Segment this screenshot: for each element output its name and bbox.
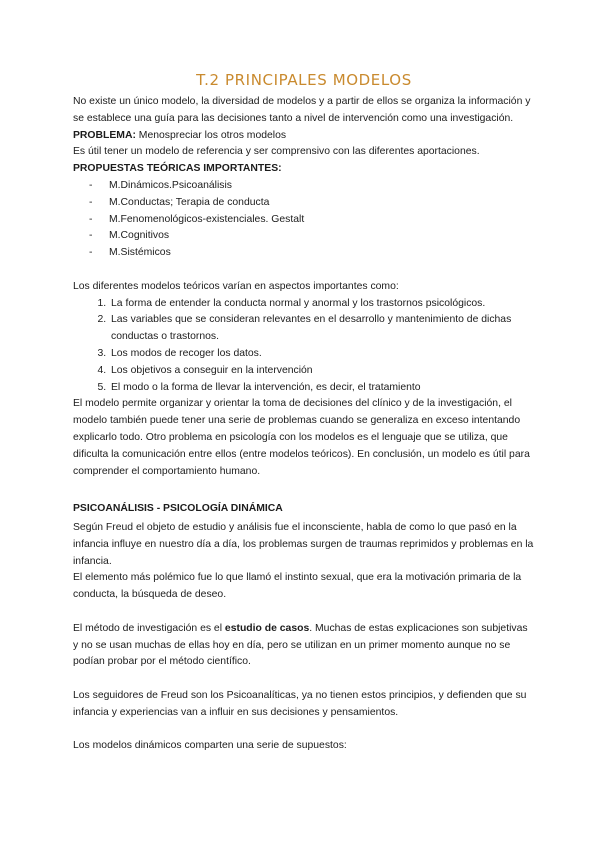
method-prefix: El método de investigación es el — [73, 622, 225, 634]
section-heading: PSICOANÁLISIS - PSICOLOGÍA DINÁMICA — [73, 503, 283, 515]
proposal-item: - M.Conductas; Terapia de conducta — [89, 195, 535, 212]
dynamic-paragraph: Los modelos dinámicos comparten una serie de supuestos: — [73, 740, 347, 752]
proposals-heading: PROPUESTAS TEÓRICAS IMPORTANTES: — [73, 163, 282, 175]
aspect-item: 2. Las variables que se consideran relevantes en el desarrollo y mantenimiento de dichas conductas o trastornos. — [109, 312, 535, 346]
proposal-item: - M.Fenomenológicos-existenciales. Gestalt — [89, 212, 535, 229]
spacer — [73, 671, 535, 688]
spacer — [73, 721, 535, 738]
spacer — [73, 604, 535, 621]
method-bold: estudio de casos — [224, 622, 310, 634]
instinct-paragraph: El elemento más polémico fue lo que llamó el instinto sexual, que era la motivación primaria de la conducta, la búsqueda de deseo. — [73, 572, 522, 601]
aspect-item: 1. La forma de entender la conducta normal y anormal y los trastornos psicológicos. — [109, 296, 535, 313]
aspect-item: 3. Los modos de recoger los datos. — [109, 346, 535, 363]
spacer — [73, 262, 535, 279]
intro-paragraph: No existe un único modelo, la diversidad de modelos y a partir de ellos se organiza la información y se establece una guía para las decisiones tanto a nivel de intervención como una investigación. — [73, 96, 531, 124]
aspects-intro: Los diferentes modelos teóricos varían en aspectos importantes como: — [73, 280, 399, 292]
spacer — [73, 480, 535, 497]
proposals-list — [73, 178, 535, 262]
problem-label: PROBLEMA: — [73, 129, 136, 141]
useful-paragraph: Es útil tener un modelo de referencia y ser comprensivo con las diferentes aportaciones. — [73, 146, 480, 158]
aspect-item: 5. El modo o la forma de llevar la intervención, es decir, el tratamiento — [109, 380, 535, 397]
method-suffix: . Muchas de estas explicaciones son subjetivas y no se usan muchas de ellas hoy en día, pero se utilizan en un primer momento aunque no se podían probar por el método científico. — [73, 622, 528, 668]
proposal-item: - M.Sistémicos — [89, 245, 535, 262]
freud-paragraph: Según Freud el objeto de estudio y análisis fue el inconsciente, habla de como lo que pasó en la infancia influye en nuestro día a día, los problemas surgen de traumas reprimidos y problemas en la infancia. — [73, 521, 534, 567]
followers-paragraph: Los seguidores de Freud son los Psicoanalíticas, ya no tienen estos principios, y defienden que su infancia y experiencias van a influir en sus decisiones y pensamientos. — [73, 689, 527, 718]
proposal-item: - M.Dinámicos.Psicoanálisis — [89, 178, 535, 195]
aspect-item: 4. Los objetivos a conseguir en la intervención — [109, 363, 535, 380]
method-paragraph — [73, 621, 535, 671]
document-page — [73, 70, 535, 755]
model-paragraph: El modelo permite organizar y orientar la toma de decisiones del clínico y de la investigación, el modelo también puede tener una serie de problemas cuando se generaliza en exceso intentando explicarlo todo. Otro problema en psicología con los modelos es el lenguaje que se utiliza, que dificulta la comunicación entre ellos (entre modelos teóricos). En conclusión, un modelo es útil para comprender el comportamiento humano. — [73, 398, 530, 477]
aspects-list — [73, 296, 535, 397]
document-title: T.2 PRINCIPALES MODELOS — [196, 71, 412, 89]
problem-line — [73, 128, 535, 145]
problem-text: Menospreciar los otros modelos — [135, 129, 287, 141]
proposal-item: - M.Cognitivos — [89, 228, 535, 245]
